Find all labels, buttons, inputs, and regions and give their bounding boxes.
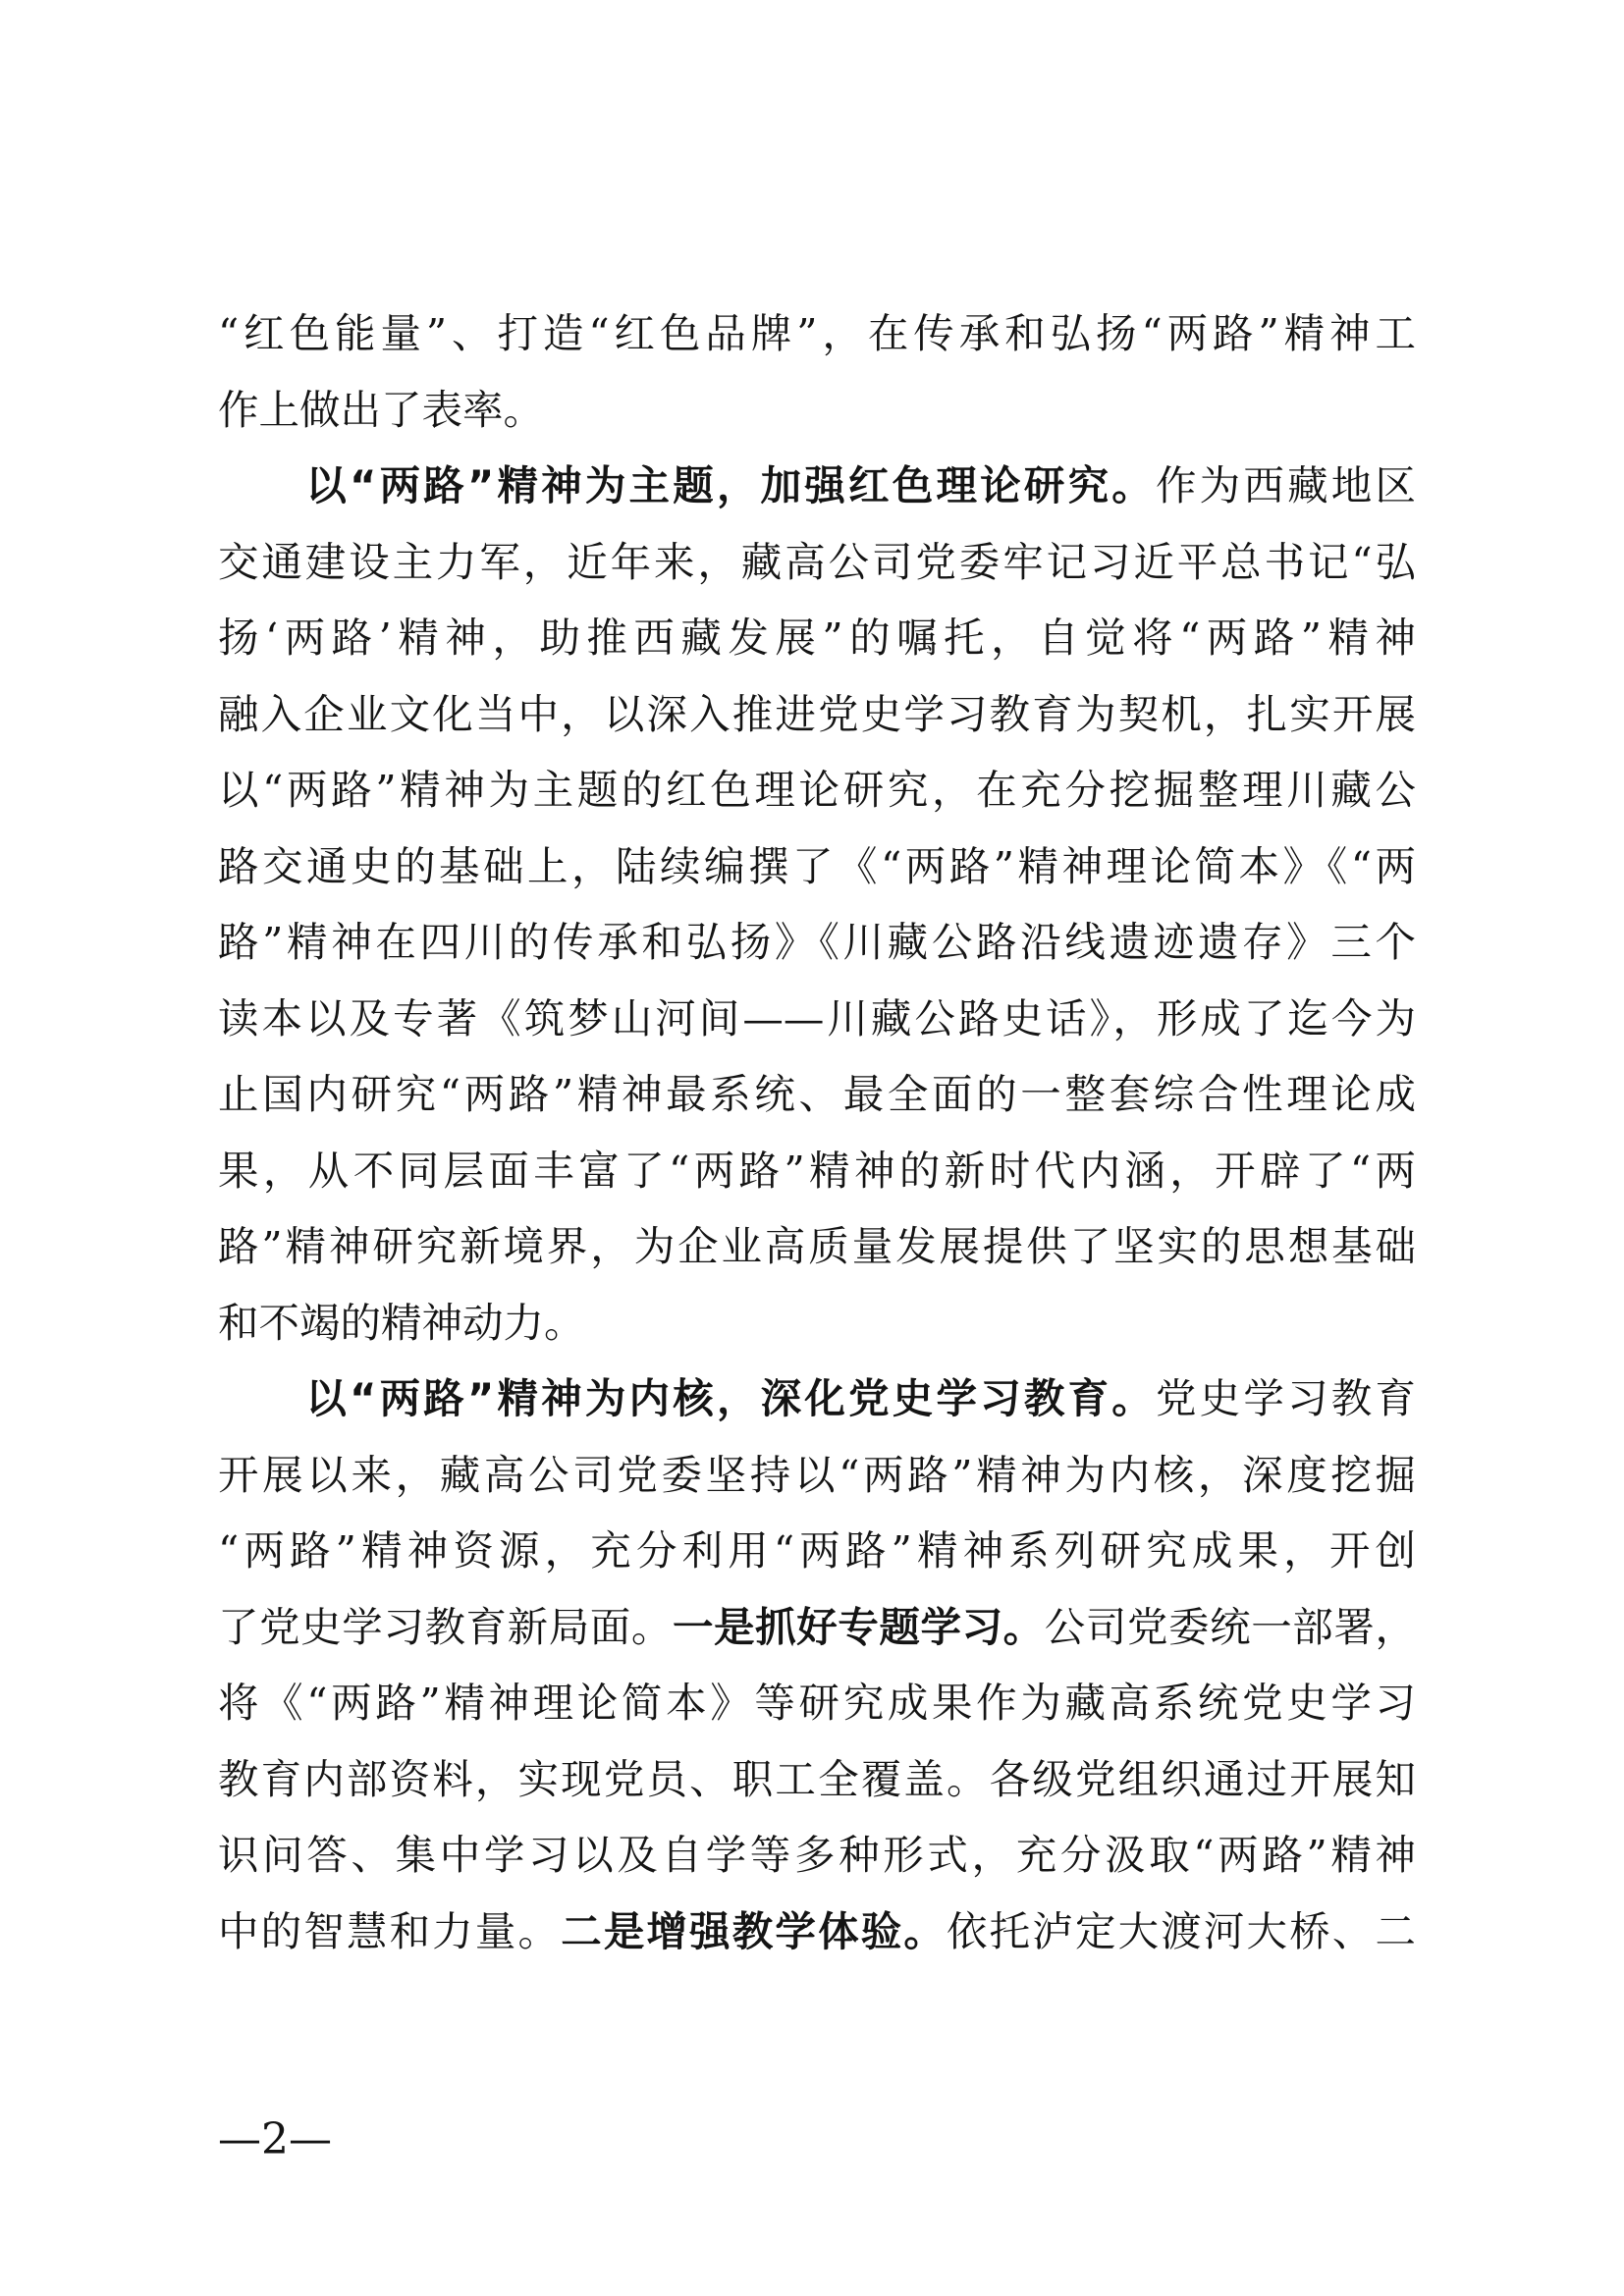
body-text-segment: 将《“两路”精神理论简本》等研究成果作为藏高系统党史学习: [218, 1679, 1416, 1727]
text-line: [218, 1132, 1416, 1210]
text-line: [218, 828, 1416, 906]
body-text-segment: 依托泸定大渡河大桥、二: [947, 1906, 1416, 1955]
body-text-segment: 果，从不同层面丰富了“两路”精神的新时代内涵，开辟了“两: [218, 1146, 1416, 1195]
text-line: [218, 675, 1416, 754]
body-text-segment: 识问答、集中学习以及自学等多种形式，充分汲取“两路”精神: [218, 1831, 1416, 1879]
text-line: [218, 1055, 1416, 1134]
text-line: [218, 1284, 1416, 1362]
page-number: —2—: [218, 2114, 332, 2164]
body-text-segment: 路”精神研究新境界，为企业高质量发展提供了坚实的思想基础: [218, 1222, 1416, 1270]
text-line: [218, 1207, 1416, 1286]
body-text-segment: 路”精神在四川的传承和弘扬》《川藏公路沿线遗迹遗存》三个: [218, 918, 1416, 966]
text-line: [218, 1436, 1416, 1515]
body-text-segment: 路交通史的基础上，陆续编撰了《“两路”精神理论简本》《“两: [218, 841, 1416, 890]
text-line: [218, 903, 1416, 982]
text-line: [218, 371, 1416, 450]
body-text-segment: 融入企业文化当中，以深入推进党史学习教育为契机，扎实开展: [218, 689, 1416, 738]
text-line: [218, 1893, 1416, 1971]
body-text-segment: 以“两路”精神为主题的红色理论研究，在充分挖掘整理川藏公: [218, 766, 1416, 814]
body-text-segment: “红色能量”、打造“红色品牌”，在传承和弘扬“两路”精神工: [218, 309, 1416, 357]
text-line: [218, 1816, 1416, 1895]
body-text-segment: 公司党委统一部署，: [1044, 1602, 1416, 1651]
bold-heading-text: 以“两路”精神为主题，加强红色理论研究。: [218, 461, 1156, 509]
body-text-segment: 和不竭的精神动力。: [218, 1298, 585, 1347]
body-text-segment: 教育内部资料，实现党员、职工全覆盖。各级党组织通过开展知: [218, 1754, 1416, 1803]
text-line: [218, 980, 1416, 1058]
body-text-segment: 扬‘两路’精神，助推西藏发展”的嘱托，自觉将“两路”精神: [218, 614, 1416, 662]
text-line: [218, 599, 1416, 677]
text-line: [218, 294, 1416, 373]
bold-heading-text: 一是抓好专题学习。: [672, 1602, 1045, 1651]
bold-heading-text: 以“两路”精神为内核，深化党史学习教育。: [218, 1374, 1156, 1422]
body-text-segment: “两路”精神资源，充分利用“两路”精神系列研究成果，开创: [218, 1526, 1416, 1575]
body-text-segment: 党史学习教育: [1155, 1374, 1416, 1422]
text-line: [218, 1360, 1416, 1438]
text-line: [218, 1588, 1416, 1667]
text-line: [218, 447, 1416, 525]
body-text-segment: 交通建设主力军，近年来，藏高公司党委牢记习近平总书记“弘: [218, 537, 1416, 586]
body-text-segment: 中的智慧和力量。: [218, 1906, 562, 1955]
body-text-segment: 止国内研究“两路”精神最系统、最全面的一整套综合性理论成: [218, 1070, 1416, 1118]
body-text-segment: 读本以及专著《筑梦山河间——川藏公路史话》，形成了迄今为: [218, 993, 1416, 1042]
body-text-segment: 了党史学习教育新局面。: [218, 1602, 673, 1651]
text-line: [218, 1664, 1416, 1742]
bold-heading-text: 二是增强教学体验。: [561, 1906, 947, 1955]
text-line: [218, 523, 1416, 602]
body-text-segment: 作上做出了表率。: [218, 385, 545, 434]
text-line: [218, 751, 1416, 829]
text-line: [218, 1512, 1416, 1590]
body-text-segment: 作为西藏地区: [1155, 461, 1416, 509]
body-text-segment: 开展以来，藏高公司党委坚持以“两路”精神为内核，深度挖掘: [218, 1450, 1416, 1499]
text-line: [218, 1740, 1416, 1819]
